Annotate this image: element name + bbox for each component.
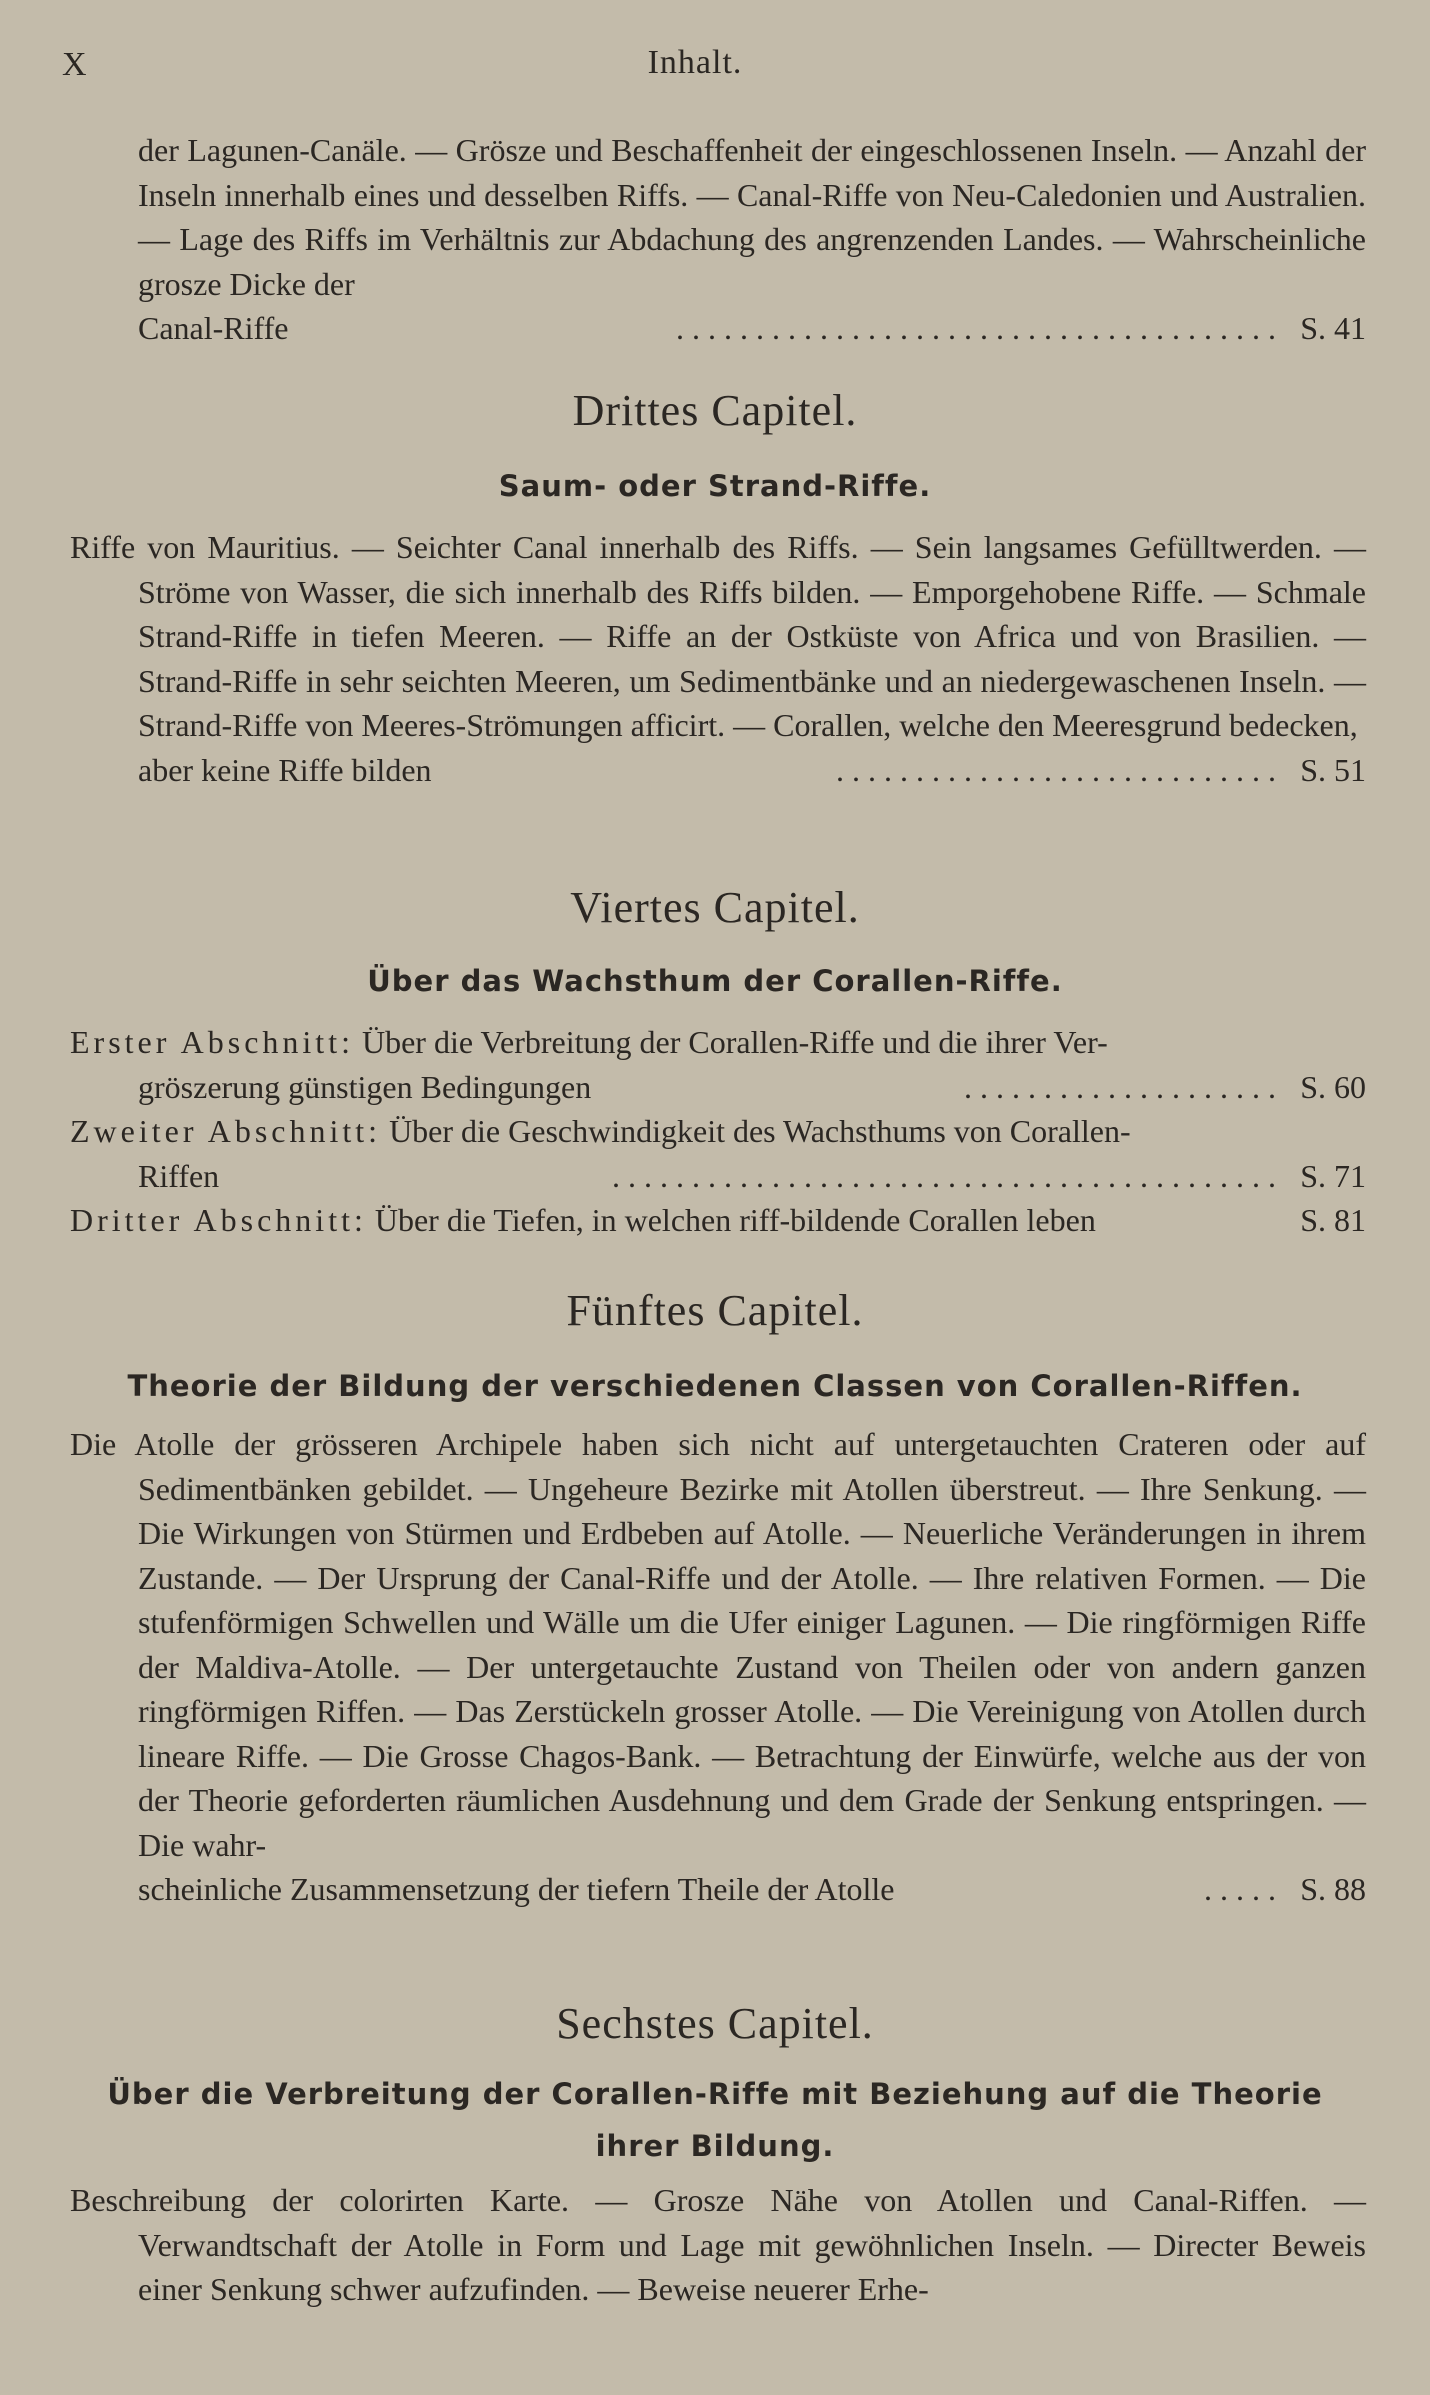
section-3-line (70, 1198, 1366, 1243)
chapter-3-page-ref: S. 51 (1300, 751, 1366, 788)
page-number: X (62, 46, 87, 83)
section-2-dots: . . . . . . . . . . . . . . . . . . . . . . . . . . . . . . . . . . . . . . . . . . (612, 1157, 1276, 1194)
section-3-page-ref: S. 81 (1300, 1202, 1366, 1238)
chapter-5-page-ref: S. 88 (1300, 1871, 1366, 1907)
section-2-line-1 (70, 1109, 1366, 1154)
chapter-3-last-line (138, 748, 1366, 793)
chapter-3-entry (70, 525, 1366, 792)
section-1-page-ref: S. 60 (1300, 1068, 1366, 1105)
section-2-label: Zweiter Abschnitt: (70, 1113, 382, 1149)
intro-last-line-text: Canal-Riffe (138, 310, 289, 346)
chapter-4-subtitle: Über das Wachsthum der Corallen-Riffe. (367, 964, 1063, 998)
chapter-5-last-line (138, 1867, 1366, 1912)
section-2-title-cont: Riffen (138, 1157, 220, 1194)
section-1-line-2 (70, 1065, 1366, 1110)
intro-entry (70, 128, 1366, 351)
chapter-3-subtitle: Saum- oder Strand-Riffe. (498, 469, 932, 503)
chapter-3-last-line-text: aber keine Riffe bilden (138, 751, 432, 788)
chapter-3-dots: . . . . . . . . . . . . . . . . . . . . . . . . . . . . (836, 751, 1276, 788)
section-3-title: Über die Tiefen, in welchen riff-bildende Corallen leben (374, 1202, 1096, 1238)
chapter-6-title: Sechstes Capitel. (556, 1999, 874, 2048)
section-2-title: Über die Geschwindigkeit des Wachsthums von Corallen- (389, 1113, 1131, 1149)
chapter-5-text: Die Atolle der grösseren Archipele haben sich nicht auf untergetauchten Crateren oder auf Sedimentbänken gebildet. — Ungeheure Bezirke mit Atollen überstreut. — Ihre Senkung. — Die Wirkungen von Stürmen und Erdbeben auf Atolle. — Neuerliche Veränderungen in ihrem Zustande. — Der Ursprung der Canal-Riffe und der Atolle. — Ihre relativen Formen. — Die stufenförmigen Schwellen und Wälle um die Ufer einiger Lagunen. — Die ringförmigen Riffe der Maldiva-Atolle. — Der untergetauchte Zustand von Theilen oder von andern ganzen ringförmigen Riffen. — Das Zerstückeln grosser Atolle. — Die Vereinigung von Atollen durch lineare Riffe. — Die Grosse Chagos-Bank. — Betrachtung der Einwürfe, welche aus der von der Theorie geforderten räumlichen Ausdehnung und dem Grade der Senkung entspringen. — Die wahr- (70, 1426, 1366, 1863)
intro-page-ref: S. 41 (1300, 310, 1366, 346)
chapter-5-last-line-text: scheinliche Zusammensetzung der tiefern Theile der Atolle (138, 1871, 895, 1907)
intro-text: der Lagunen-Canäle. — Grösze und Beschaffenheit der eingeschlossenen Inseln. — Anzahl der Inseln innerhalb eines und desselben Riffs. — Canal-Riffe von Neu-Caledonien und Australien. — Lage des Riffs im Verhältnis zur Abdachung des angrenzenden Landes. — Wahrscheinliche grosze Dicke der (138, 132, 1366, 302)
intro-last-line (138, 306, 1366, 351)
section-2-line-2 (70, 1154, 1366, 1199)
section-1-dots: . . . . . . . . . . . . . . . . . . . . (964, 1068, 1276, 1105)
chapter-3-title: Drittes Capitel. (572, 386, 858, 435)
chapter-6-text: Beschreibung der colorirten Karte. — Grosze Nähe von Atollen und Canal-Riffen. — Verwandtschaft der Atolle in Form und Lage mit gewöhnlichen Inseln. — Directer Beweis einer Senkung schwer aufzufinden. — Beweise neuerer Erhe- (70, 2182, 1366, 2307)
chapter-5-entry (70, 1422, 1366, 1912)
intro-dots: . . . . . . . . . . . . . . . . . . . . . . . . . . . . . . . . . . . . . . (676, 310, 1276, 346)
chapter-5-subtitle: Theorie der Bildung der verschiedenen Classen von Corallen-Riffen. (127, 1369, 1303, 1403)
section-1-line-1 (70, 1020, 1366, 1065)
chapter-6-subtitle: Über die Verbreitung der Corallen-Riffe mit Beziehung auf die Theorie ihrer Bildung. (107, 2077, 1323, 2163)
chapter-6-entry (70, 2178, 1366, 2312)
chapter-4-sections (70, 1020, 1366, 1243)
section-2-page-ref: S. 71 (1300, 1157, 1366, 1194)
section-3-label: Dritter Abschnitt: (70, 1202, 367, 1238)
chapter-3-text: Riffe von Mauritius. — Seichter Canal innerhalb des Riffs. — Sein langsames Gefülltwerden. — Ströme von Wasser, die sich innerhalb des Riffs bilden. — Emporgehobene Riffe. — Schmale Strand-Riffe in tiefen Meeren. — Riffe an der Ostküste von Africa und von Brasilien. — Strand-Riffe in sehr seichten Meeren, um Sedimentbänke und an niedergewaschenen Inseln. — Strand-Riffe von Meeres-Strömungen afficirt. — Corallen, welche den Meeresgrund bedecken, (70, 529, 1366, 743)
chapter-4-title: Viertes Capitel. (570, 883, 860, 932)
section-1-title: Über die Verbreitung der Corallen-Riffe und die ihrer Ver- (361, 1024, 1108, 1060)
chapter-5-dots: . . . . . (1204, 1871, 1276, 1907)
running-title: Inhalt. (647, 44, 743, 81)
chapter-5-title: Fünftes Capitel. (566, 1286, 864, 1335)
section-1-title-cont: gröszerung günstigen Bedingungen (138, 1068, 592, 1105)
section-1-label: Erster Abschnitt: (70, 1024, 354, 1060)
